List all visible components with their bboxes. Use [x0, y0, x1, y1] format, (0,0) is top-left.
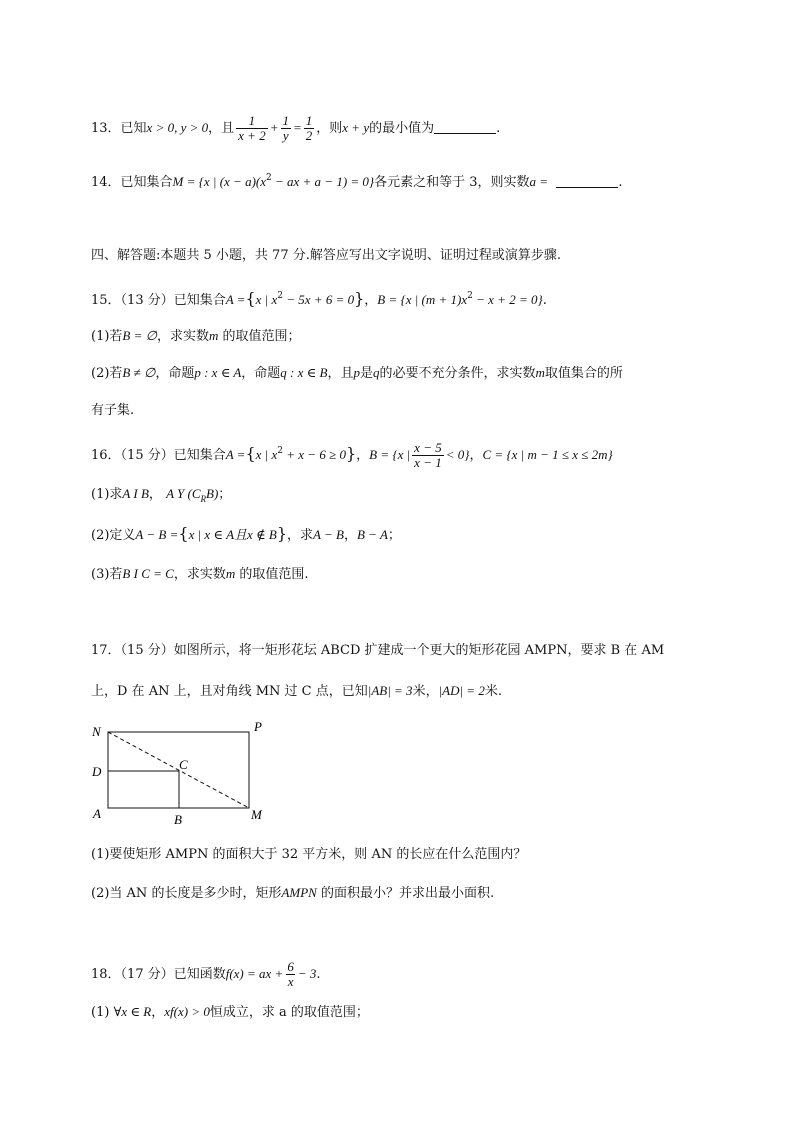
question-16-part-2: (2)定义A − B ={x | x ∈ A且x ∉ B}，求A − B，B − A； — [91, 524, 401, 543]
question-17-part-1: (1)要使矩形 AMPN 的面积大于 32 平方米，则 AN 的长应在什么范围内？ — [91, 847, 527, 862]
rectangle-garden-figure — [88, 716, 278, 828]
rectangle-abcd — [108, 771, 179, 808]
question-16-part-1: (1)求A I B， A Y $(C_RB)$； — [91, 486, 232, 504]
question-13: 13．已知x > 0, y > 0，且 $\frac{1}{x + 2}$ + $\frac{1}{y}$ = $\frac{1}{2}$ ，则x + y的最小值为 . — [91, 113, 501, 143]
question-17-line-2: 上，D 在 AN 上，且对角线 MN 过 C 点，已知|AB| = 3米，|AD| = 2米. — [91, 683, 502, 699]
q13-fraction-3: $\frac{1}{2}$ — [305, 113, 313, 143]
q13-fraction-2: $\frac{1}{y}$ — [282, 113, 289, 143]
question-17-part-2: (2)当 AN 的长度是多少时，矩形AMPN 的面积最小？并求出最小面积. — [91, 885, 495, 901]
label-c: C — [179, 757, 188, 772]
label-d: D — [92, 764, 102, 779]
label-p: P — [254, 719, 262, 734]
question-15: 15．（13 分）已知集合A ={x | $x^2 - 5x + 6 = 0$}，B = {x | $(m + 1)x^2 - x + 2 = 0$}. — [91, 289, 547, 308]
q13-condition: x > 0, y > 0 — [146, 120, 209, 135]
answer-blank-13[interactable] — [434, 119, 496, 134]
question-15-part-1: (1)若B = ∅，求实数m 的取值范围； — [91, 328, 301, 344]
question-18-part-1: (1) ∀x ∈ R，xf(x) > 0恒成立，求 a 的取值范围； — [91, 1004, 369, 1020]
section-heading: 四、解答题:本题共 5 小题，共 77 分.解答应写出文字说明、证明过程或演算步骤. — [91, 248, 561, 263]
answer-blank-14[interactable] — [556, 173, 618, 188]
q16-fraction: $\frac{x - 5}{x - 1}$ — [414, 440, 442, 470]
question-16-part-3: (3)若B I C = C，求实数m 的取值范围. — [91, 566, 309, 582]
question-15-part-2-cont: 有子集. — [91, 403, 135, 418]
question-16: 16．（15 分）已知集合A ={x | $x^2 + x - 6 \ge 0$}，B = {x | $\frac{x - 5}{x - 1}$ < 0}，C = {x | m − 1 ≤ x ≤ 2m} — [91, 440, 613, 470]
q18-fraction: $\frac{6}{x}$ — [287, 959, 294, 989]
label-b: B — [174, 812, 182, 827]
question-15-part-2: (2)若B ≠ ∅，命题p : x ∈ A，命题q : x ∈ B，且p是q的必要不充分条件，求实数m取值集合的所 — [91, 365, 623, 381]
question-18: 18．（17 分）已知函数f(x) = ax + $\frac{6}{x}$ − 3. — [91, 959, 321, 989]
question-14: 14．已知集合M = {x | $(x - a)(x^2$ − ax + a − 1) = 0}各元素之和等于 3，则实数a = . — [91, 173, 623, 190]
label-a: A — [93, 806, 101, 821]
label-n: N — [92, 724, 101, 739]
label-m: M — [251, 807, 262, 822]
question-17: 17．（15 分）如图所示，将一矩形花坛 ABCD 扩建成一个更大的矩形花园 AMPN，要求 B 在 AM — [91, 643, 665, 658]
q13-fraction-1: $\frac{1}{x + 2}$ — [238, 113, 266, 143]
